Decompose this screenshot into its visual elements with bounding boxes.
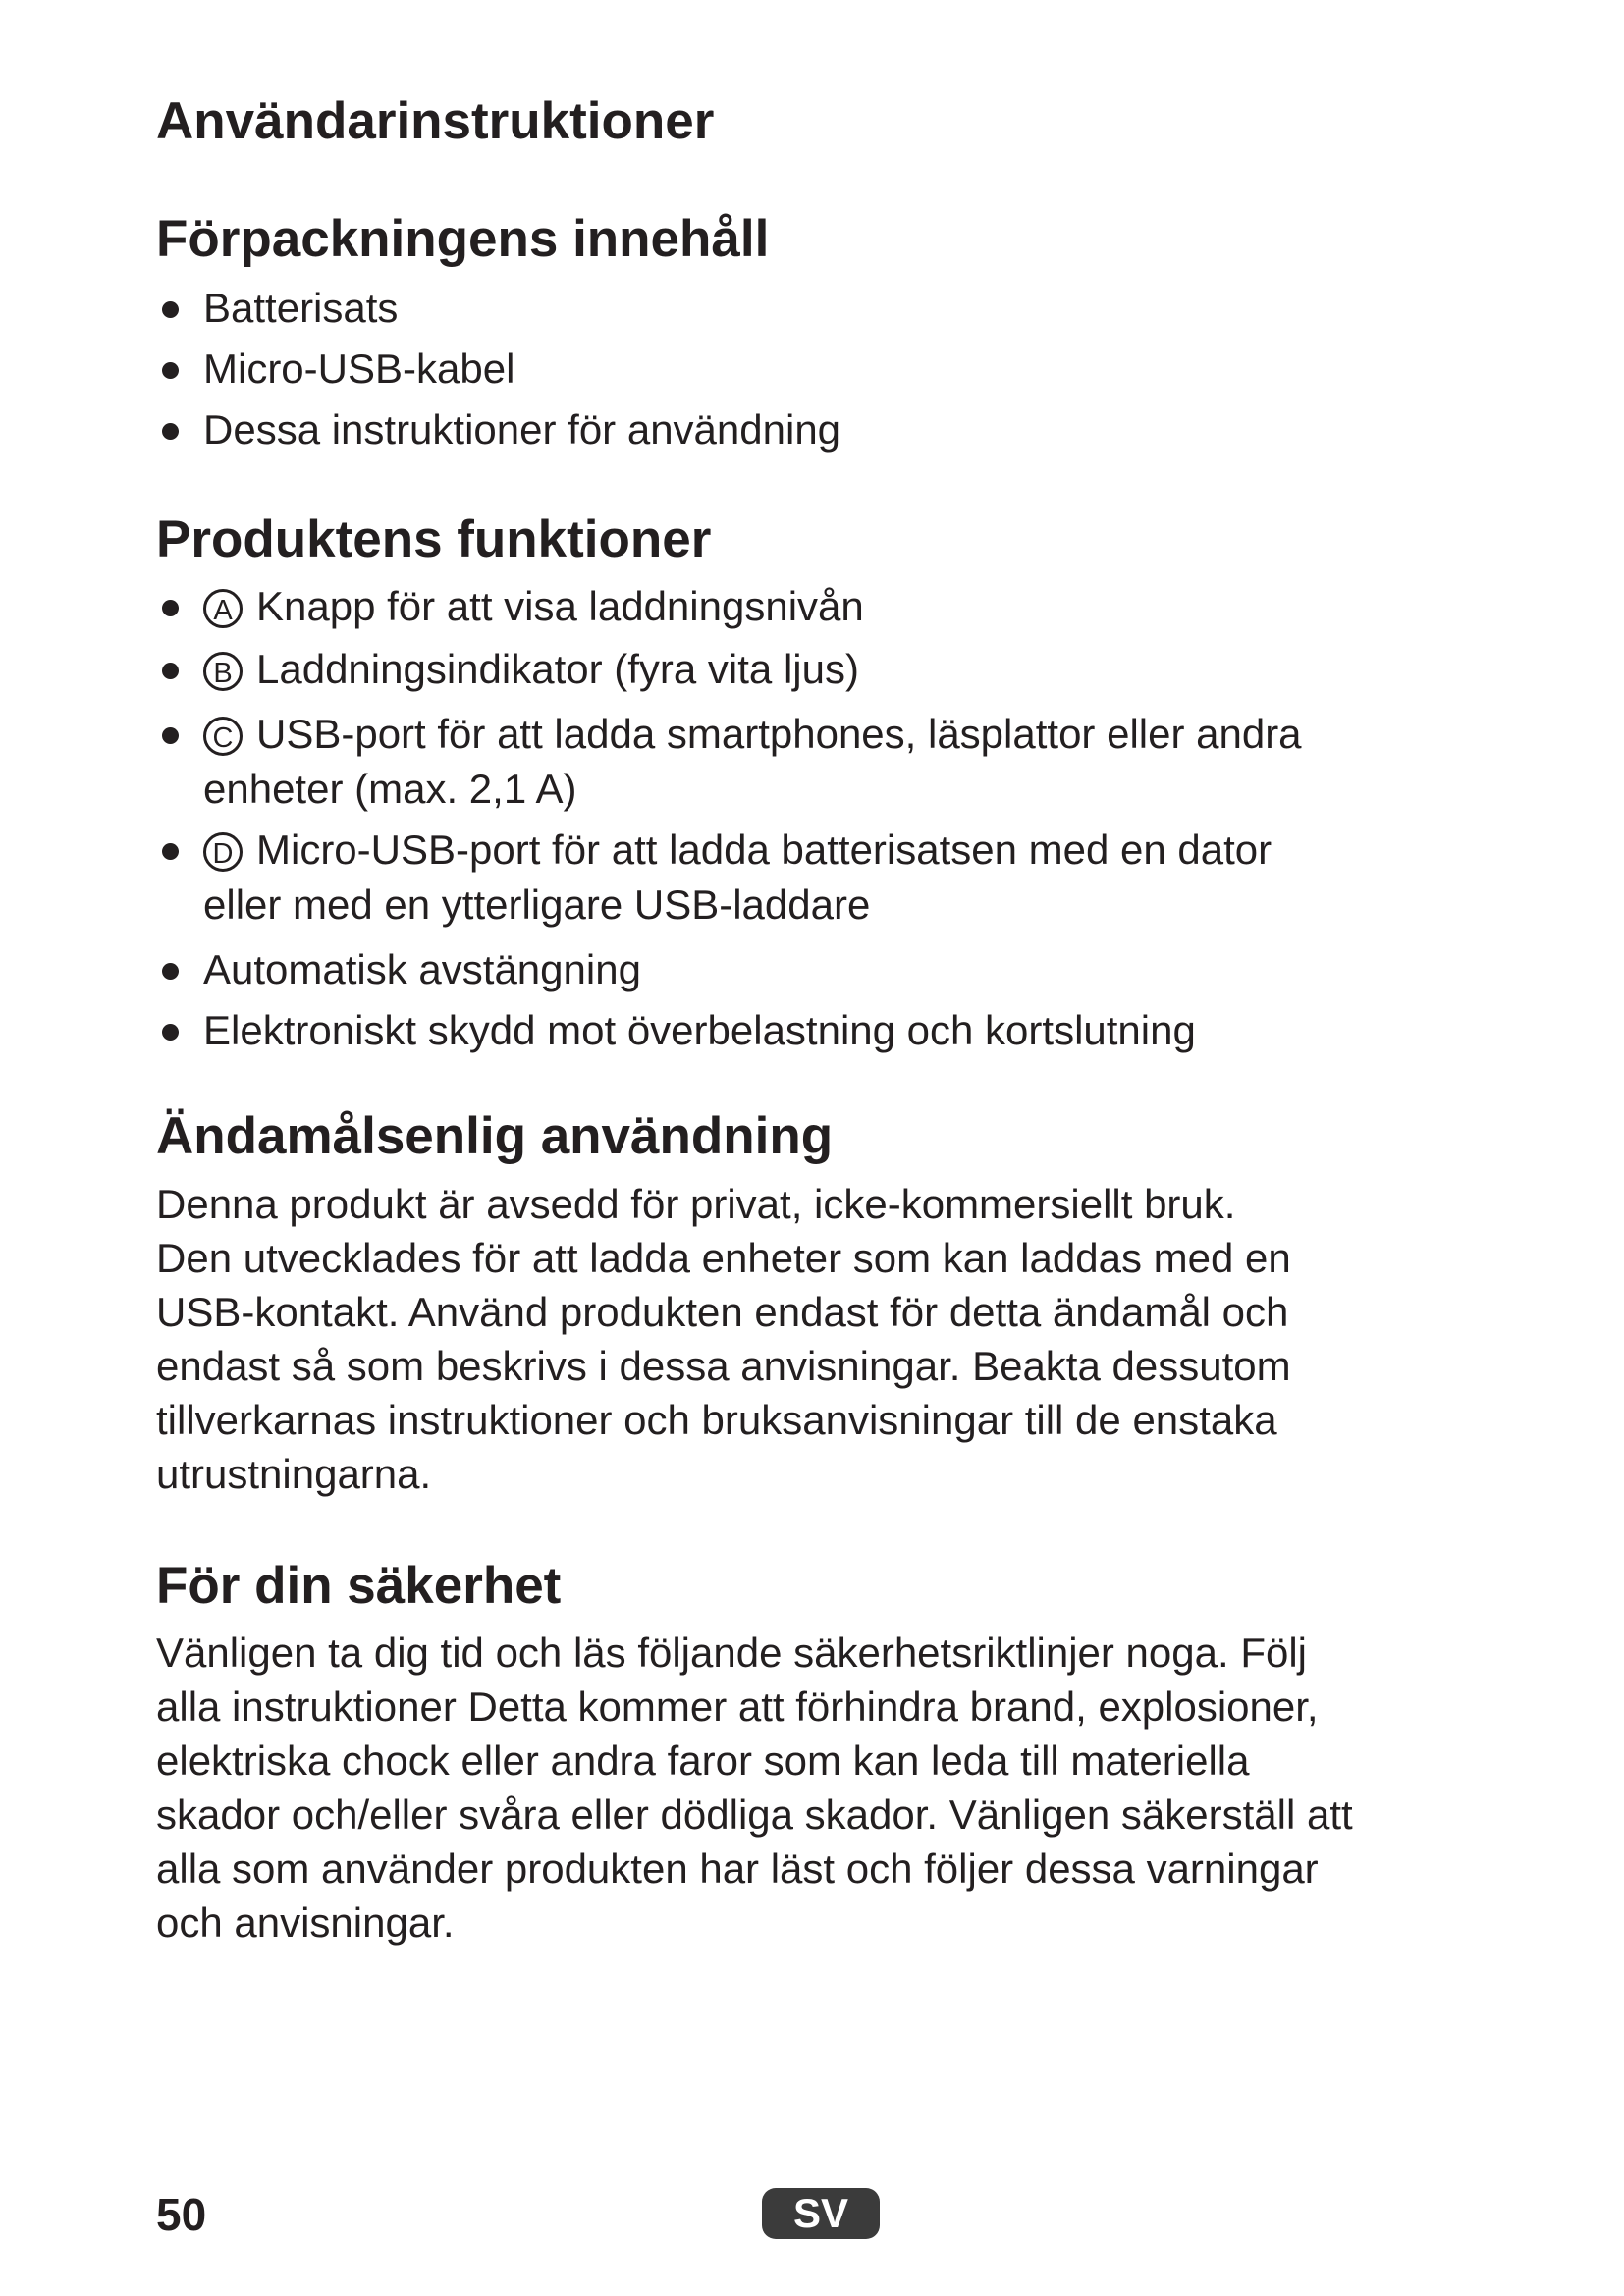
feature-item-auto-off: Automatisk avstängning xyxy=(156,942,1531,997)
package-contents-list xyxy=(156,281,1531,457)
list-item: Dessa instruktioner för användning xyxy=(156,402,1531,457)
intended-use-heading: Ändamålsenlig användning xyxy=(156,1107,834,1165)
circled-a-icon: A xyxy=(203,589,243,628)
bullet-icon xyxy=(162,727,179,744)
feature-item-a: A Knapp för att visa laddningsnivån xyxy=(156,579,1531,634)
features-heading: Produktens funktioner xyxy=(156,510,712,568)
safety-text: Vänligen ta dig tid och läs följande säkerhetsriktlinjer noga. Följ alla instruktioner Detta kommer att förhindra brand, explosioner, elektriska chock eller andra faror som kan leda till materiella skador och/eller svåra eller dödliga skador. Vänligen säkerställ att alla som använder produkten har läst och följer dessa varningar och anvisningar. xyxy=(156,1629,1353,1946)
bullet-icon xyxy=(162,963,179,980)
feature-item-b: B Laddningsindikator (fyra vita ljus) xyxy=(156,642,1531,697)
feature-item-protection: Elektroniskt skydd mot överbelastning och kortslutning xyxy=(156,1003,1531,1058)
page-number: 50 xyxy=(156,2189,207,2240)
page-title: Användarinstruktioner xyxy=(156,92,715,150)
feature-item-c: C USB-port för att ladda smartphones, läsplattor eller andra enheter (max. 2,1 A) xyxy=(156,707,1531,817)
list-item: Batterisats xyxy=(156,281,1531,336)
safety-heading: För din säkerhet xyxy=(156,1557,562,1615)
language-badge: SV xyxy=(762,2188,880,2239)
bullet-icon xyxy=(162,663,179,679)
feature-item-d: D Micro-USB-port för att ladda batterisatsen med en dator eller med en ytterligare USB-laddare xyxy=(156,823,1531,933)
features-list xyxy=(156,579,1531,1058)
bullet-icon xyxy=(162,843,179,860)
list-item: Micro-USB-kabel xyxy=(156,342,1531,397)
intended-use-text: Denna produkt är avsedd för privat, icke-kommersiellt bruk. Den utvecklades för att ladda enheter som kan laddas med en USB-kontakt. Använd produkten endast för detta ändamål och endast så som beskrivs i dessa anvisningar. Beakta dessutom tillverkarnas instruktioner och bruksanvisningar till de enstaka utrustningarna. xyxy=(156,1181,1291,1497)
bullet-icon xyxy=(162,301,179,318)
circled-b-icon: B xyxy=(203,652,243,691)
circled-d-icon: D xyxy=(203,832,243,872)
package-contents-heading: Förpackningens innehåll xyxy=(156,210,770,268)
bullet-icon xyxy=(162,1024,179,1041)
circled-c-icon: C xyxy=(203,717,243,756)
bullet-icon xyxy=(162,362,179,379)
bullet-icon xyxy=(162,423,179,440)
bullet-icon xyxy=(162,600,179,616)
